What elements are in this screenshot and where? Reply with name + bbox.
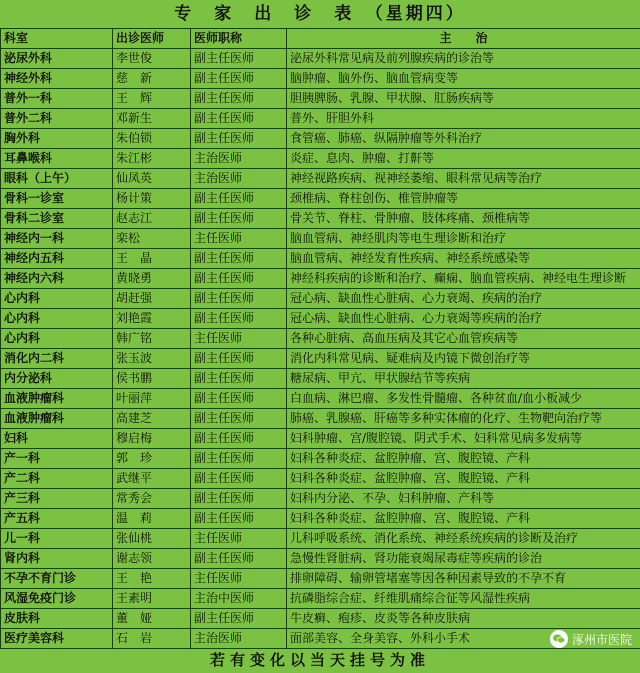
table-row: [1, 389, 640, 409]
rank-cell: 副主任医师: [191, 389, 287, 409]
rank-cell: 主任医师: [191, 329, 287, 349]
doctor-cell: 王 辉: [113, 89, 191, 109]
rank-cell: 主治医师: [191, 149, 287, 169]
dept-cell: 不孕不育门诊: [1, 569, 113, 589]
rank-cell: 主治医师: [191, 169, 287, 189]
table-row: [1, 369, 640, 389]
rank-cell: 副主任医师: [191, 609, 287, 629]
topic-cell: 胆胰脾肠、乳腺、甲状腺、肛肠疾病等: [287, 89, 640, 109]
rank-cell: 副主任医师: [191, 49, 287, 69]
topic-cell: 冠心病、缺血性心脏病、心力衰竭等疾病的治疗: [287, 309, 640, 329]
topic-cell: 急慢性肾脏病、肾功能衰竭尿毒症等疾病的诊治: [287, 549, 640, 569]
table-row: [1, 589, 640, 609]
topic-cell: 普外、肝胆外科: [287, 109, 640, 129]
table-row: [1, 449, 640, 469]
topic-cell: 面部美容、全身美容、外科小手术: [287, 629, 640, 649]
table-row: [1, 129, 640, 149]
doctor-cell: 慈 新: [113, 69, 191, 89]
doctor-cell: 韩广铭: [113, 329, 191, 349]
rank-cell: 副主任医师: [191, 89, 287, 109]
rank-cell: 副主任医师: [191, 109, 287, 129]
header-dept: 科室: [1, 29, 113, 49]
rank-cell: 副主任医师: [191, 129, 287, 149]
topic-cell: 颈椎病、脊柱创伤、椎管肿瘤等: [287, 189, 640, 209]
topic-cell: 炎症、息肉、肿瘤、打鼾等: [287, 149, 640, 169]
rank-cell: 副主任医师: [191, 469, 287, 489]
topic-cell: 牛皮癣、疱疹、皮炎等各种皮肤病: [287, 609, 640, 629]
doctor-cell: 常秀会: [113, 489, 191, 509]
topic-cell: 冠心病、缺血性心脏病、心力衰竭、疾病的治疗: [287, 289, 640, 309]
dept-cell: 儿一科: [1, 529, 113, 549]
table-row: [1, 289, 640, 309]
rank-cell: 副主任医师: [191, 269, 287, 289]
rank-cell: 副主任医师: [191, 409, 287, 429]
table-row: [1, 329, 640, 349]
table-row: [1, 189, 640, 209]
table-row: [1, 489, 640, 509]
rank-cell: 副主任医师: [191, 509, 287, 529]
rank-cell: 主治医师: [191, 629, 287, 649]
rank-cell: 副主任医师: [191, 189, 287, 209]
topic-cell: 泌尿外科常见病及前列腺疾病的诊治等: [287, 49, 640, 69]
topic-cell: 食管癌、肺癌、纵隔肿瘤等外科治疗: [287, 129, 640, 149]
rank-cell: 副主任医师: [191, 429, 287, 449]
dept-cell: 神经内六科: [1, 269, 113, 289]
rank-cell: 副主任医师: [191, 449, 287, 469]
dept-cell: 心内科: [1, 289, 113, 309]
doctor-cell: 叶丽萍: [113, 389, 191, 409]
dept-cell: 产二科: [1, 469, 113, 489]
schedule-table: [0, 28, 640, 649]
doctor-cell: 张仙桃: [113, 529, 191, 549]
doctor-cell: 高建芝: [113, 409, 191, 429]
table-row: [1, 629, 640, 649]
doctor-cell: 王 晶: [113, 249, 191, 269]
rank-cell: 副主任医师: [191, 209, 287, 229]
dept-cell: 眼科（上午）: [1, 169, 113, 189]
dept-cell: 皮肤科: [1, 609, 113, 629]
topic-cell: 妇科各种炎症、盆腔肿瘤、宫、腹腔镜、产科: [287, 469, 640, 489]
watermark-text: 涿州市医院: [571, 632, 632, 647]
table-row: [1, 69, 640, 89]
topic-cell: 妇科肿瘤、宫/腹腔镜、阴式手术、妇科常见病多发病等: [287, 429, 640, 449]
dept-cell: 产一科: [1, 449, 113, 469]
dept-cell: 风湿免疫门诊: [1, 589, 113, 609]
table-row: [1, 309, 640, 329]
table-row: [1, 209, 640, 229]
dept-cell: 神经外科: [1, 69, 113, 89]
doctor-cell: 郭 珍: [113, 449, 191, 469]
rank-cell: 副主任医师: [191, 489, 287, 509]
table-row: [1, 609, 640, 629]
table-row: [1, 529, 640, 549]
dept-cell: 胸外科: [1, 129, 113, 149]
page-title: 专 家 出 诊 表 （星期四）: [174, 4, 466, 24]
topic-cell: 糖尿病、甲亢、甲状腺结节等疾病: [287, 369, 640, 389]
dept-cell: 肾内科: [1, 549, 113, 569]
doctor-cell: 谢志领: [113, 549, 191, 569]
table-row: [1, 569, 640, 589]
dept-cell: 骨科一诊室: [1, 189, 113, 209]
doctor-cell: 黄晓勇: [113, 269, 191, 289]
topic-cell: 消化内科常见病、疑难病及内镜下微创治疗等: [287, 349, 640, 369]
topic-cell: 脑血管病、神经发育性疾病、神经系统感染等: [287, 249, 640, 269]
topic-cell: 骨关节、脊柱、骨肿瘤、肢体疼痛、颈椎病等: [287, 209, 640, 229]
dept-cell: 耳鼻喉科: [1, 149, 113, 169]
doctor-cell: 栾松: [113, 229, 191, 249]
rank-cell: 副主任医师: [191, 349, 287, 369]
header-topic: 主 治: [287, 29, 640, 49]
table-row: [1, 249, 640, 269]
topic-cell: 儿科呼吸系统、消化系统、神经系统疾病的诊断及治疗: [287, 529, 640, 549]
doctor-cell: 仙凤英: [113, 169, 191, 189]
dept-cell: 妇科: [1, 429, 113, 449]
wechat-icon: [550, 630, 568, 648]
table-row: [1, 509, 640, 529]
dept-cell: 产五科: [1, 509, 113, 529]
dept-cell: 心内科: [1, 309, 113, 329]
rank-cell: 副主任医师: [191, 69, 287, 89]
doctor-cell: 张玉波: [113, 349, 191, 369]
table-header-row: [1, 29, 640, 49]
topic-cell: 排卵障碍、输卵管堵塞等因各种因素导致的不孕不育: [287, 569, 640, 589]
dept-cell: 医疗美容科: [1, 629, 113, 649]
table-row: [1, 469, 640, 489]
topic-cell: 抗磷脂综合症、纤维肌痛综合征等风湿性疾病: [287, 589, 640, 609]
dept-cell: 骨科二诊室: [1, 209, 113, 229]
topic-cell: 肺癌、乳腺癌、肝癌等多种实体瘤的化疗、生物靶向治疗等: [287, 409, 640, 429]
dept-cell: 消化内二科: [1, 349, 113, 369]
dept-cell: 心内科: [1, 329, 113, 349]
doctor-cell: 朱伯锁: [113, 129, 191, 149]
rank-cell: 主任医师: [191, 529, 287, 549]
table-row: [1, 349, 640, 369]
table-row: [1, 109, 640, 129]
rank-cell: 副主任医师: [191, 369, 287, 389]
rank-cell: 副主任医师: [191, 249, 287, 269]
table-row: [1, 229, 640, 249]
table-row: [1, 169, 640, 189]
dept-cell: 产三科: [1, 489, 113, 509]
doctor-cell: 刘艳霞: [113, 309, 191, 329]
doctor-cell: 胡赶强: [113, 289, 191, 309]
doctor-cell: 武继平: [113, 469, 191, 489]
rank-cell: 主任医师: [191, 569, 287, 589]
rank-cell: 副主任医师: [191, 309, 287, 329]
dept-cell: 普外二科: [1, 109, 113, 129]
doctor-cell: 温 莉: [113, 509, 191, 529]
topic-cell: 妇科各种炎症、盆腔肿瘤、宫、腹腔镜、产科: [287, 449, 640, 469]
footer-note: 若有变化以当天挂号为准: [209, 651, 430, 669]
doctor-cell: 董 娅: [113, 609, 191, 629]
dept-cell: 内分泌科: [1, 369, 113, 389]
header-rank: 医师职称: [191, 29, 287, 49]
topic-cell: 妇科各种炎症、盆腔肿瘤、宫、腹腔镜、产科: [287, 509, 640, 529]
table-row: [1, 549, 640, 569]
table-row: [1, 269, 640, 289]
dept-cell: 血液肿瘤科: [1, 389, 113, 409]
doctor-cell: 邓新生: [113, 109, 191, 129]
table-row: [1, 409, 640, 429]
doctor-cell: 穆启梅: [113, 429, 191, 449]
table-row: [1, 49, 640, 69]
rank-cell: 副主任医师: [191, 549, 287, 569]
watermark: [550, 630, 632, 648]
doctor-cell: 王 艳: [113, 569, 191, 589]
header-doctor: 出诊医师: [113, 29, 191, 49]
rank-cell: 副主任医师: [191, 289, 287, 309]
dept-cell: 神经内一科: [1, 229, 113, 249]
doctor-cell: 赵志江: [113, 209, 191, 229]
doctor-cell: 李世俊: [113, 49, 191, 69]
doctor-cell: 石 岩: [113, 629, 191, 649]
doctor-cell: 杨计策: [113, 189, 191, 209]
doctor-cell: 朱江彬: [113, 149, 191, 169]
topic-cell: 妇科内分泌、不孕、妇科肿瘤、产科等: [287, 489, 640, 509]
dept-cell: 神经内五科: [1, 249, 113, 269]
topic-cell: 各种心脏病、高血压病及其它心血管疾病等: [287, 329, 640, 349]
table-row: [1, 89, 640, 109]
topic-cell: 神经科疾病的诊断和治疗、癫痫、脑血管疾病、神经电生理诊断: [287, 269, 640, 289]
topic-cell: 脑肿瘤、脑外伤、脑血管病变等: [287, 69, 640, 89]
doctor-cell: 侯书鹏: [113, 369, 191, 389]
table-row: [1, 429, 640, 449]
topic-cell: 神经视路疾病、视神经萎缩、眼科常见病等治疗: [287, 169, 640, 189]
topic-cell: 白血病、淋巴瘤、多发性骨髓瘤、各种贫血/血小板减少: [287, 389, 640, 409]
dept-cell: 泌尿外科: [1, 49, 113, 69]
table-row: [1, 149, 640, 169]
topic-cell: 脑血管病、神经肌肉等电生理诊断和治疗: [287, 229, 640, 249]
doctor-cell: 王素明: [113, 589, 191, 609]
rank-cell: 主治中医师: [191, 589, 287, 609]
rank-cell: 主任医师: [191, 229, 287, 249]
dept-cell: 血液肿瘤科: [1, 409, 113, 429]
dept-cell: 普外一科: [1, 89, 113, 109]
